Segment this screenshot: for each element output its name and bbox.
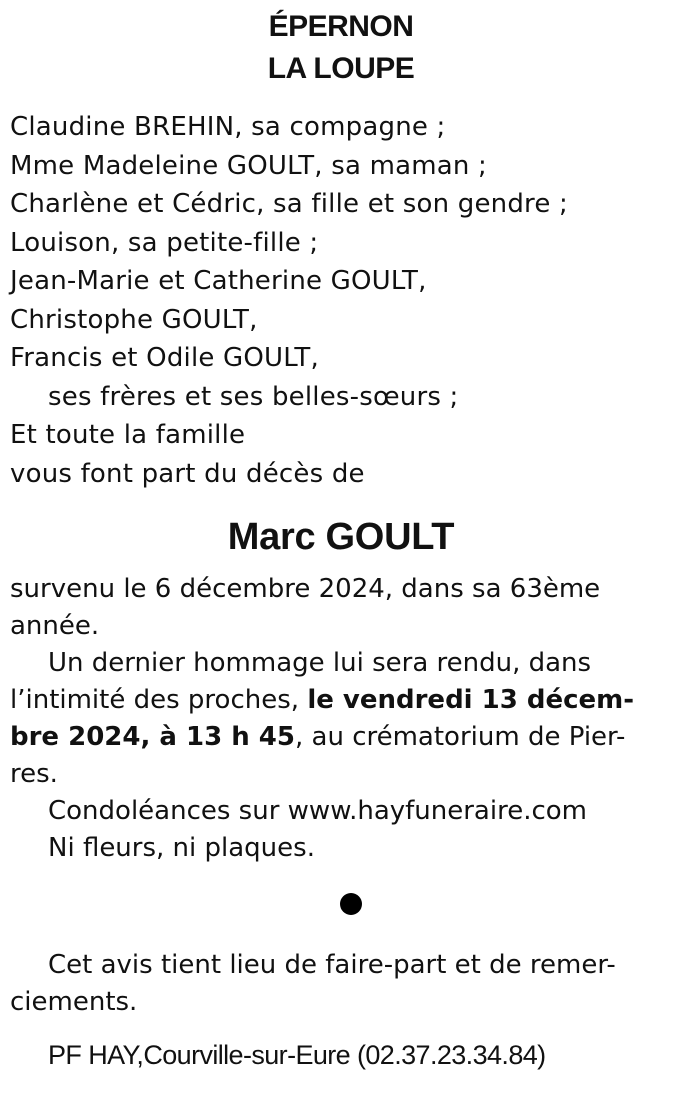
closing-text [10, 947, 672, 1021]
ceremony-date-bold: le vendredi 13 décem- [307, 685, 635, 715]
body-text-normal: , au crématorium de Pier- [294, 722, 626, 752]
family-line: Charlène et Cédric, sa fille et son gendre ; [10, 189, 568, 219]
separator [10, 893, 672, 933]
no-flowers-line: Ni fleurs, ni plaques. [48, 833, 315, 863]
bullet-separator-icon [340, 893, 362, 915]
family-line: vous font part du décès de [10, 458, 365, 489]
place-name-la-loupe: LA LOUPE [267, 52, 415, 85]
body-line [10, 719, 672, 756]
body-line: res. [10, 759, 58, 789]
closing-line: ciements. [10, 987, 138, 1017]
obituary-notice [10, 0, 672, 1073]
family-line: Jean-Marie et Catherine GOULT, [10, 266, 427, 296]
closing-line: Cet avis tient lieu de faire-part et de remer- [48, 950, 616, 980]
body-line: Un dernier hommage lui sera rendu, dans [48, 648, 592, 678]
body-line: survenu le 6 décembre 2024, dans sa 63ème [10, 574, 601, 604]
family-line: ses frères et ses belles-sœurs ; [48, 381, 459, 412]
body-line [10, 682, 672, 719]
family-line: Christophe GOULT, [10, 304, 258, 335]
family-list [10, 108, 672, 493]
family-line: Mme Madeleine GOULT, sa maman ; [10, 150, 487, 181]
place-name-epernon: ÉPERNON [268, 10, 414, 43]
family-line: Et toute la famille [10, 420, 246, 450]
condolences-line: Condoléances sur www.hayfuneraire.com [48, 796, 587, 826]
body-line: année. [10, 611, 100, 641]
funeral-home-signature: PF HAY,Courville-sur-Eure (02.37.23.34.84) [48, 1040, 546, 1070]
family-line: Francis et Odile GOULT, [10, 343, 319, 373]
family-line: Louison, sa petite-fille ; [10, 227, 319, 258]
family-line: Claudine BREHIN, sa compagne ; [10, 112, 446, 142]
deceased-name: Marc GOULT [227, 516, 455, 558]
ceremony-time-bold: bre 2024, à 13 h 45 [10, 722, 295, 752]
body-text-normal: l’intimité des proches, [10, 685, 308, 715]
notice-body [10, 571, 672, 867]
